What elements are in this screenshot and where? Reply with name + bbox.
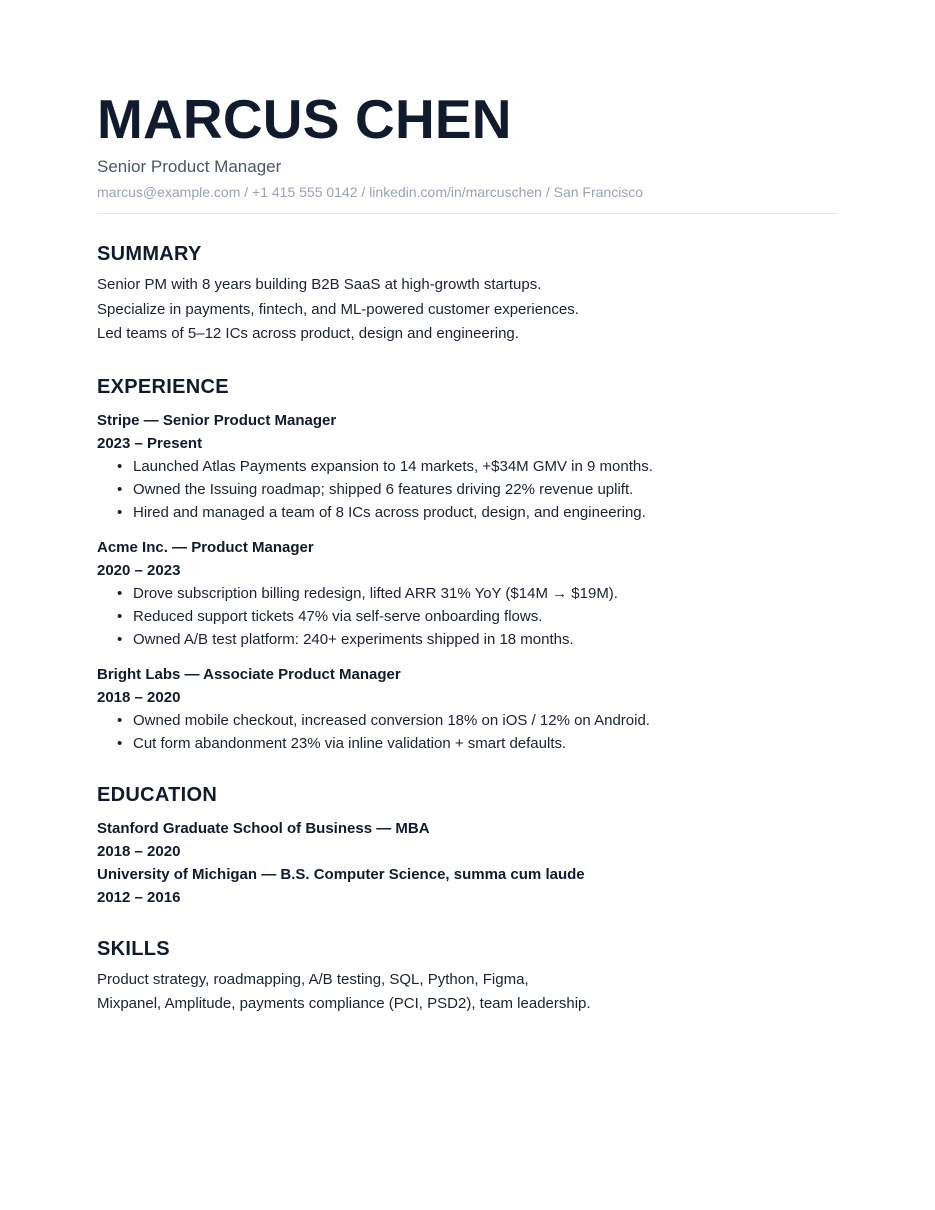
header-divider (97, 213, 838, 214)
job-entry-stripe (97, 409, 838, 524)
skills-heading: SKILLS (97, 937, 170, 960)
skills-line: Mixpanel, Amplitude, payments compliance (PCI, PSD2), team leadership. (97, 995, 591, 1012)
skills-line: Product strategy, roadmapping, A/B testing, SQL, Python, Figma, (97, 970, 529, 988)
job-title: Senior Product Manager (97, 157, 282, 176)
list-item: • Owned A/B test platform: 240+ experiments shipped in 18 months. (117, 628, 838, 651)
list-item: • Launched Atlas Payments expansion to 14 markets, +$34M GMV in 9 months. (117, 455, 838, 478)
job-dates: 2020 – 2023 (97, 561, 181, 579)
education-school-degree: University of Michigan — B.S. Computer Science, summa cum laude (97, 865, 585, 883)
list-item: • Drove subscription billing redesign, lifted ARR 31% YoY ($14M → $19M). (117, 582, 838, 605)
education-section (97, 783, 838, 909)
job-title-company: Stripe — Senior Product Manager (97, 411, 337, 429)
summary-line: Senior PM with 8 years building B2B SaaS at high-growth startups. (97, 276, 542, 293)
education-school-degree: Stanford Graduate School of Business — MBA (97, 819, 430, 837)
job-title-company: Acme Inc. — Product Manager (97, 538, 314, 556)
education-dates: 2018 – 2020 (97, 842, 181, 860)
skills-section (97, 937, 838, 1017)
job-entry-acme (97, 536, 838, 651)
summary-line: Specialize in payments, fintech, and ML-powered customer experiences. (97, 300, 579, 318)
contact-line: marcus@example.com / +1 415 555 0142 / linkedin.com/in/marcuschen / San Francisco (97, 184, 644, 200)
candidate-name: MARCUS CHEN (97, 88, 512, 150)
job-bullets (97, 582, 838, 651)
summary-line: Led teams of 5–12 ICs across product, design and engineering. (97, 325, 519, 342)
job-bullets (97, 709, 838, 755)
education-dates: 2012 – 2016 (97, 888, 181, 906)
job-entry-bright-labs (97, 663, 838, 755)
summary-section (97, 242, 838, 347)
experience-heading: EXPERIENCE (97, 375, 229, 398)
skills-text (97, 968, 838, 1017)
resume-header (97, 88, 838, 214)
education-list (97, 817, 838, 909)
education-heading: EDUCATION (97, 783, 218, 806)
job-dates: 2023 – Present (97, 434, 203, 452)
list-item: • Owned the Issuing roadmap; shipped 6 features driving 22% revenue uplift. (117, 478, 838, 501)
list-item: • Owned mobile checkout, increased conversion 18% on iOS / 12% on Android. (117, 709, 838, 732)
list-item: • Hired and managed a team of 8 ICs across product, design, and engineering. (117, 501, 838, 524)
experience-section (97, 375, 838, 755)
job-bullets (97, 455, 838, 524)
list-item: • Reduced support tickets 47% via self-serve onboarding flows. (117, 605, 838, 628)
job-title-company: Bright Labs — Associate Product Manager (97, 665, 401, 683)
summary-heading: SUMMARY (97, 243, 202, 265)
summary-text (97, 273, 838, 347)
job-dates: 2018 – 2020 (97, 688, 181, 706)
list-item: • Cut form abandonment 23% via inline validation + smart defaults. (117, 732, 838, 755)
